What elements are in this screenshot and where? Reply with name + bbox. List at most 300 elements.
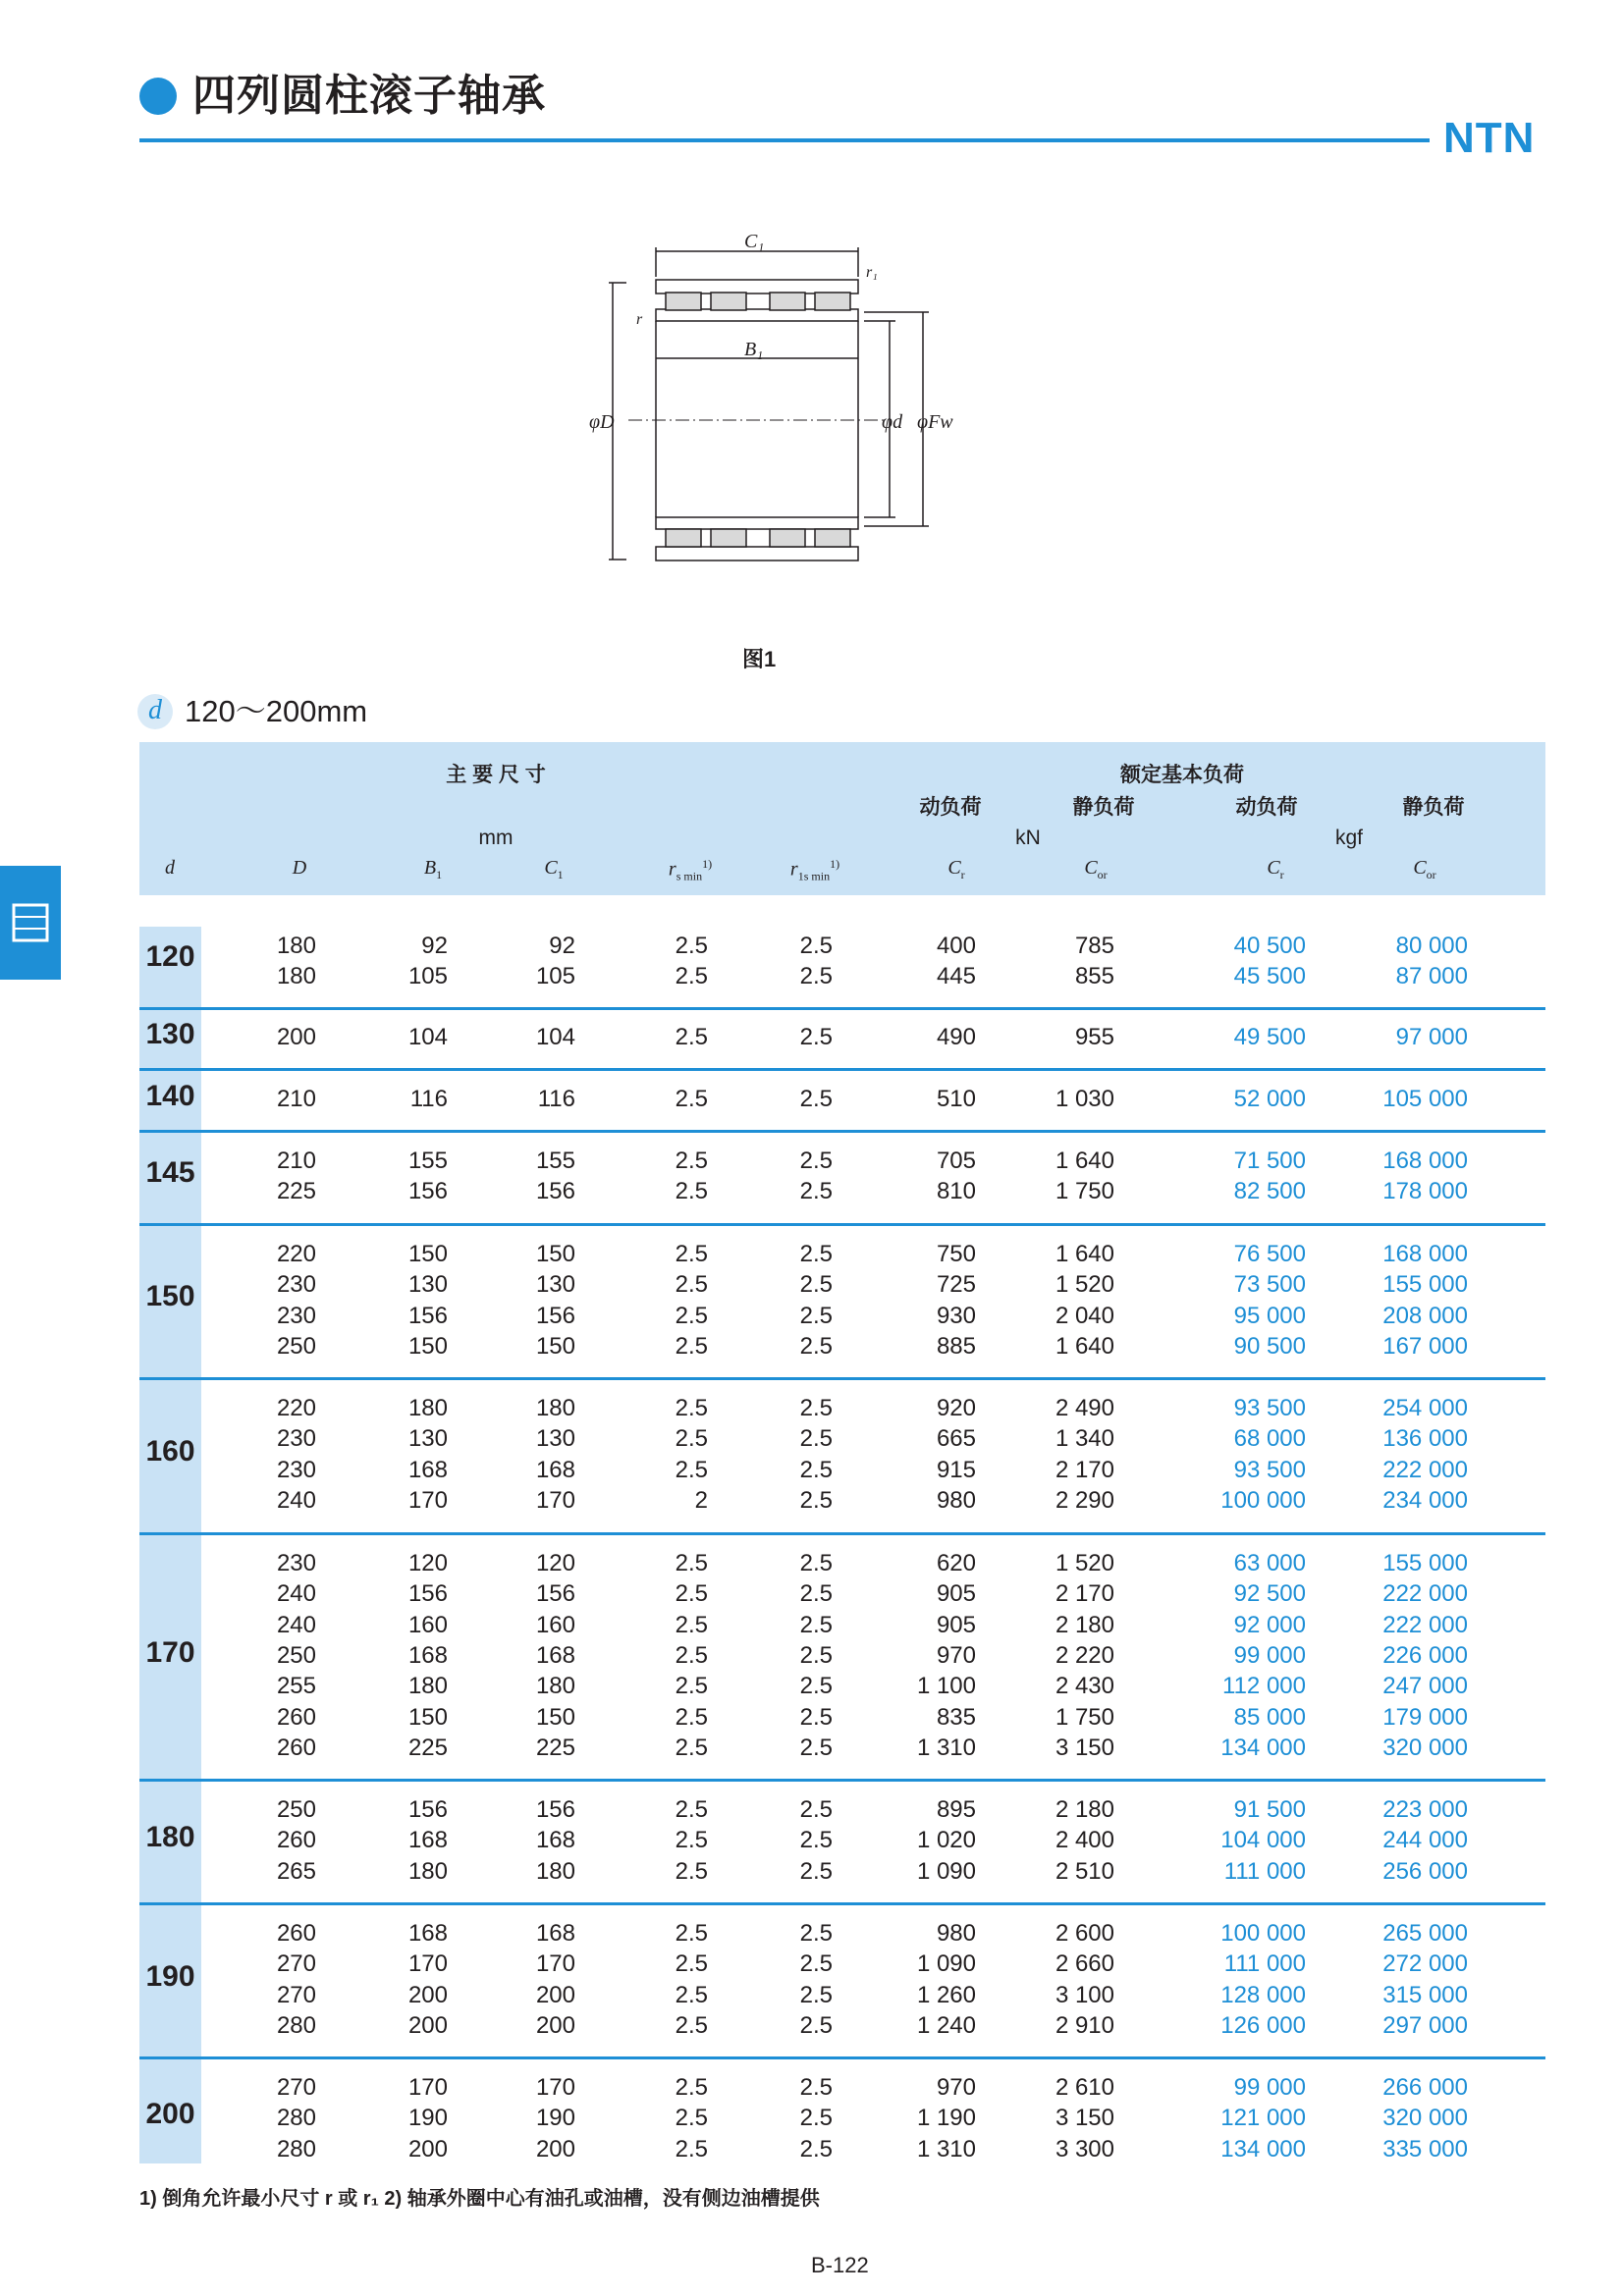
cell-c1: 200: [535, 1981, 575, 2008]
cell-b1: 170: [407, 2074, 448, 2101]
cell-rs-min: 2.5: [675, 1086, 708, 1112]
label-phi-d: φd: [882, 411, 903, 433]
cell-cr-kn: 970: [936, 2074, 976, 2101]
group-separator: [139, 2056, 1545, 2059]
cell-cor-kgf: 168 000: [1382, 1241, 1468, 1267]
cell-rs-min: 2.5: [675, 1796, 708, 1823]
cell-rs-min: 2.5: [675, 1827, 708, 1854]
cell-b1: 168: [407, 1456, 448, 1483]
cell-cr-kgf: 93 500: [1233, 1456, 1306, 1483]
cell-cor-kn: 1 640: [1055, 1241, 1114, 1267]
cell-cor-kgf: 136 000: [1382, 1425, 1468, 1453]
cell-cor-kgf: 266 000: [1382, 2074, 1468, 2101]
cell-r1s-min: 2.5: [799, 1734, 833, 1761]
cell-outer-diameter: 200: [276, 1024, 316, 1050]
col-header-cor-kgf: $C_{or}$: [1413, 857, 1436, 881]
cell-cor-kgf: 80 000: [1395, 933, 1468, 959]
cell-cr-kgf: 99 000: [1233, 2074, 1306, 2101]
cell-rs-min: 2: [694, 1486, 708, 1514]
cell-rs-min: 2.5: [675, 1950, 708, 1978]
cell-b1: 160: [407, 1611, 448, 1638]
cell-cor-kn: 2 600: [1055, 1920, 1114, 1947]
cell-r1s-min: 2.5: [799, 1271, 833, 1299]
cell-cor-kgf: 234 000: [1382, 1486, 1468, 1514]
cell-c1: 156: [535, 1178, 575, 1205]
cell-c1: 130: [535, 1271, 575, 1299]
cell-cor-kn: 2 400: [1055, 1827, 1114, 1854]
cell-rs-min: 2.5: [675, 1981, 708, 2008]
cell-r1s-min: 2.5: [799, 1332, 833, 1360]
cell-cor-kn: 2 490: [1055, 1395, 1114, 1421]
cell-b1: 104: [407, 1024, 448, 1050]
cell-b1: 156: [407, 1302, 448, 1329]
group-bore-d: 190: [145, 1960, 195, 1993]
cell-cr-kgf: 52 000: [1233, 1086, 1306, 1112]
label-phi-fw: φFw: [917, 411, 953, 433]
section-side-tab: [0, 866, 61, 980]
cell-cr-kgf: 49 500: [1233, 1024, 1306, 1050]
cell-cr-kgf: 134 000: [1220, 2135, 1306, 2163]
cell-outer-diameter: 250: [276, 1641, 316, 1669]
cell-cor-kn: 955: [1074, 1024, 1114, 1050]
cell-cor-kgf: 179 000: [1382, 1703, 1468, 1731]
cell-cr-kn: 980: [936, 1486, 976, 1514]
cell-cor-kgf: 297 000: [1382, 2011, 1468, 2039]
cell-outer-diameter: 260: [276, 1734, 316, 1761]
unit-mm: mm: [478, 827, 514, 849]
cell-rs-min: 2.5: [675, 1271, 708, 1299]
cell-cor-kn: 2 170: [1055, 1580, 1114, 1608]
cell-cr-kgf: 63 000: [1233, 1550, 1306, 1576]
cell-b1: 180: [407, 1857, 448, 1885]
cell-b1: 156: [407, 1580, 448, 1608]
cell-c1: 180: [535, 1673, 575, 1700]
cell-rs-min: 2.5: [675, 1641, 708, 1669]
cell-rs-min: 2.5: [675, 2074, 708, 2101]
cell-c1: 156: [535, 1796, 575, 1823]
cell-b1: 120: [407, 1550, 448, 1576]
header-basic-load-ratings: 额定基本负荷: [1120, 764, 1244, 786]
group-bore-d: 120: [145, 940, 195, 973]
cell-outer-diameter: 240: [276, 1611, 316, 1638]
col-header-cor-kn: $C_{or}$: [1084, 857, 1108, 881]
cell-c1: 168: [535, 1456, 575, 1483]
cell-c1: 170: [535, 2074, 575, 2101]
cell-cr-kn: 970: [936, 1641, 976, 1669]
cell-outer-diameter: 180: [276, 963, 316, 990]
cell-c1: 105: [535, 963, 575, 990]
cell-cr-kgf: 128 000: [1220, 1981, 1306, 2008]
cell-cr-kn: 620: [936, 1550, 976, 1576]
group-bore-d: 145: [145, 1156, 195, 1189]
cell-r1s-min: 2.5: [799, 1550, 833, 1576]
cell-cr-kgf: 82 500: [1233, 1178, 1306, 1205]
cell-c1: 130: [535, 1425, 575, 1453]
cell-b1: 168: [407, 1641, 448, 1669]
cell-c1: 190: [535, 2105, 575, 2132]
cell-cr-kgf: 121 000: [1220, 2105, 1306, 2132]
cell-cor-kgf: 272 000: [1382, 1950, 1468, 1978]
cell-rs-min: 2.5: [675, 1734, 708, 1761]
cell-outer-diameter: 230: [276, 1271, 316, 1299]
cell-cr-kn: 1 240: [916, 2011, 976, 2039]
cell-cor-kgf: 335 000: [1382, 2135, 1468, 2163]
cell-cr-kn: 1 100: [916, 1673, 976, 1700]
group-bore-d: 180: [145, 1821, 195, 1853]
cell-r1s-min: 2.5: [799, 1241, 833, 1267]
cell-cor-kgf: 97 000: [1395, 1024, 1468, 1050]
cell-cor-kn: 1 340: [1055, 1425, 1114, 1453]
cell-b1: 150: [407, 1332, 448, 1360]
cell-rs-min: 2.5: [675, 933, 708, 959]
cell-cr-kgf: 134 000: [1220, 1734, 1306, 1761]
cell-cor-kn: 2 180: [1055, 1611, 1114, 1638]
col-header-c1: $C_1$: [544, 857, 564, 881]
cell-cr-kn: 1 090: [916, 1857, 976, 1885]
col-header-r1s-min: $r_{1s min}^{1)}$: [789, 857, 840, 883]
cell-cr-kgf: 40 500: [1233, 933, 1306, 959]
cell-cr-kn: 885: [936, 1332, 976, 1360]
cell-cr-kgf: 95 000: [1233, 1302, 1306, 1329]
cell-b1: 92: [421, 933, 448, 959]
cell-cor-kgf: 265 000: [1382, 1920, 1468, 1947]
group-bore-d: 130: [145, 1018, 195, 1050]
cell-outer-diameter: 225: [276, 1178, 316, 1205]
cell-cor-kgf: 222 000: [1382, 1611, 1468, 1638]
cell-r1s-min: 2.5: [799, 1086, 833, 1112]
group-separator: [139, 1130, 1545, 1133]
cell-cor-kgf: 223 000: [1382, 1796, 1468, 1823]
cell-outer-diameter: 265: [276, 1857, 316, 1885]
cell-r1s-min: 2.5: [799, 2011, 833, 2039]
cell-cr-kgf: 85 000: [1233, 1703, 1306, 1731]
cell-cor-kn: 1 030: [1055, 1086, 1114, 1112]
cell-outer-diameter: 210: [276, 1148, 316, 1174]
cell-outer-diameter: 230: [276, 1550, 316, 1576]
cell-cr-kgf: 92 000: [1233, 1611, 1306, 1638]
cell-cr-kn: 915: [936, 1456, 976, 1483]
label-b1: B₁: [744, 339, 764, 360]
cell-b1: 200: [407, 1981, 448, 2008]
cell-cr-kn: 400: [936, 933, 976, 959]
header-dynamic-kgf: 动负荷: [1235, 796, 1298, 819]
figure-caption: 图1: [742, 647, 777, 671]
cell-r1s-min: 2.5: [799, 1611, 833, 1638]
cell-rs-min: 2.5: [675, 1241, 708, 1267]
cell-cr-kn: 1 020: [916, 1827, 976, 1854]
cell-cor-kgf: 155 000: [1382, 1550, 1468, 1576]
title-bullet-icon: [139, 78, 177, 115]
cell-outer-diameter: 270: [276, 2074, 316, 2101]
cell-cor-kn: 2 170: [1055, 1456, 1114, 1483]
brand-logo: NTN: [1443, 114, 1536, 162]
cell-cor-kgf: 222 000: [1382, 1580, 1468, 1608]
cell-rs-min: 2.5: [675, 2011, 708, 2039]
cell-cr-kgf: 68 000: [1233, 1425, 1306, 1453]
cell-cor-kn: 2 610: [1055, 2074, 1114, 2101]
cell-b1: 105: [407, 963, 448, 990]
cell-cr-kgf: 45 500: [1233, 963, 1306, 990]
cell-cor-kn: 855: [1074, 963, 1114, 990]
cell-outer-diameter: 280: [276, 2135, 316, 2163]
group-bore-d: 160: [145, 1435, 195, 1468]
cell-outer-diameter: 220: [276, 1395, 316, 1421]
cell-cr-kn: 905: [936, 1580, 976, 1608]
cell-r1s-min: 2.5: [799, 1148, 833, 1174]
col-header-b1: $B_1$: [423, 857, 443, 881]
cell-cr-kgf: 91 500: [1233, 1796, 1306, 1823]
label-r: r: [636, 311, 643, 328]
cell-rs-min: 2.5: [675, 1550, 708, 1576]
cell-cor-kn: 2 290: [1055, 1486, 1114, 1514]
col-header-cr-kgf: $C_r$: [1267, 857, 1284, 881]
cell-b1: 200: [407, 2135, 448, 2163]
cell-outer-diameter: 280: [276, 2105, 316, 2132]
cell-rs-min: 2.5: [675, 2105, 708, 2132]
cell-rs-min: 2.5: [675, 1456, 708, 1483]
cell-outer-diameter: 180: [276, 933, 316, 959]
cell-r1s-min: 2.5: [799, 1580, 833, 1608]
cell-outer-diameter: 270: [276, 1950, 316, 1978]
cell-c1: 168: [535, 1920, 575, 1947]
cell-r1s-min: 2.5: [799, 1024, 833, 1050]
label-c1: C₁: [744, 231, 765, 252]
cell-cor-kn: 1 640: [1055, 1332, 1114, 1360]
cell-cr-kgf: 100 000: [1220, 1486, 1306, 1514]
cell-cor-kgf: 244 000: [1382, 1827, 1468, 1854]
cell-outer-diameter: 210: [276, 1086, 316, 1112]
cell-b1: 155: [407, 1148, 448, 1174]
col-header-cr-kn: $C_r$: [947, 857, 965, 881]
cell-b1: 200: [407, 2011, 448, 2039]
cell-rs-min: 2.5: [675, 1425, 708, 1453]
cell-outer-diameter: 280: [276, 2011, 316, 2039]
cell-b1: 180: [407, 1395, 448, 1421]
group-separator: [139, 1377, 1545, 1380]
cell-cr-kn: 725: [936, 1271, 976, 1299]
group-bore-d: 200: [145, 2098, 195, 2130]
group-separator: [139, 1902, 1545, 1905]
cell-cor-kn: 2 430: [1055, 1673, 1114, 1700]
cell-cor-kgf: 167 000: [1382, 1332, 1468, 1360]
bearing-section-icon: [0, 866, 61, 980]
group-separator: [139, 1532, 1545, 1535]
cell-r1s-min: 2.5: [799, 963, 833, 990]
bearing-diagram: [589, 226, 982, 569]
cell-cr-kgf: 126 000: [1220, 2011, 1306, 2039]
cell-cor-kgf: 178 000: [1382, 1178, 1468, 1205]
cell-rs-min: 2.5: [675, 1857, 708, 1885]
cell-cr-kgf: 73 500: [1233, 1271, 1306, 1299]
page-title: 四列圆柱滚子轴承: [192, 72, 546, 120]
cell-r1s-min: 2.5: [799, 1486, 833, 1514]
cell-b1: 156: [407, 1796, 448, 1823]
range-symbol-badge: d: [137, 694, 173, 729]
cell-cor-kgf: 222 000: [1382, 1456, 1468, 1483]
cell-c1: 168: [535, 1641, 575, 1669]
cell-rs-min: 2.5: [675, 1395, 708, 1421]
cell-c1: 156: [535, 1580, 575, 1608]
header-dynamic-kn: 动负荷: [919, 796, 982, 819]
cell-c1: 180: [535, 1857, 575, 1885]
cell-b1: 168: [407, 1920, 448, 1947]
cell-b1: 225: [407, 1734, 448, 1761]
cell-b1: 156: [407, 1178, 448, 1205]
cell-b1: 150: [407, 1703, 448, 1731]
cell-rs-min: 2.5: [675, 1178, 708, 1205]
cell-outer-diameter: 250: [276, 1332, 316, 1360]
table-header: [139, 742, 1545, 895]
cell-cor-kn: 2 910: [1055, 2011, 1114, 2039]
cell-cr-kn: 1 090: [916, 1950, 976, 1978]
cell-outer-diameter: 250: [276, 1796, 316, 1823]
cell-c1: 116: [537, 1086, 575, 1112]
cell-cr-kn: 835: [936, 1703, 976, 1731]
cell-rs-min: 2.5: [675, 1148, 708, 1174]
cell-c1: 150: [535, 1332, 575, 1360]
cell-cor-kgf: 320 000: [1382, 1734, 1468, 1761]
group-bore-d: 170: [145, 1636, 195, 1669]
cell-cr-kgf: 112 000: [1222, 1673, 1306, 1700]
cell-cor-kn: 1 640: [1055, 1148, 1114, 1174]
cell-cor-kn: 3 150: [1055, 2105, 1114, 2132]
cell-c1: 200: [535, 2135, 575, 2163]
cell-b1: 168: [407, 1827, 448, 1854]
cell-cor-kn: 2 040: [1055, 1302, 1114, 1329]
cell-r1s-min: 2.5: [799, 1641, 833, 1669]
cell-cor-kgf: 315 000: [1382, 1981, 1468, 2008]
cell-cr-kn: 445: [936, 963, 976, 990]
cell-r1s-min: 2.5: [799, 1920, 833, 1947]
unit-kn: kN: [1015, 827, 1041, 849]
cell-rs-min: 2.5: [675, 1673, 708, 1700]
cell-cor-kn: 785: [1074, 933, 1114, 959]
cell-b1: 190: [407, 2105, 448, 2132]
cell-r1s-min: 2.5: [799, 1673, 833, 1700]
cell-r1s-min: 2.5: [799, 1950, 833, 1978]
cell-c1: 170: [535, 1486, 575, 1514]
cell-c1: 104: [535, 1024, 575, 1050]
cell-r1s-min: 2.5: [799, 1425, 833, 1453]
cell-outer-diameter: 230: [276, 1456, 316, 1483]
cell-outer-diameter: 270: [276, 1981, 316, 2008]
cell-b1: 170: [407, 1950, 448, 1978]
cell-cr-kn: 750: [936, 1241, 976, 1267]
cell-cr-kn: 705: [936, 1148, 976, 1174]
unit-kgf: kgf: [1334, 827, 1364, 849]
cell-cr-kn: 1 190: [916, 2105, 976, 2132]
cell-cr-kgf: 92 500: [1233, 1580, 1306, 1608]
cell-r1s-min: 2.5: [799, 1456, 833, 1483]
cell-outer-diameter: 260: [276, 1703, 316, 1731]
cell-c1: 200: [535, 2011, 575, 2039]
cell-c1: 225: [535, 1734, 575, 1761]
col-header-rs-min: $r_{s min}^{1)}$: [668, 857, 713, 883]
group-separator: [139, 1007, 1545, 1010]
cell-rs-min: 2.5: [675, 1332, 708, 1360]
cell-cor-kgf: 256 000: [1382, 1857, 1468, 1885]
range-text: 120～200mm: [185, 694, 368, 728]
cell-cor-kgf: 254 000: [1382, 1395, 1468, 1421]
group-separator: [139, 1779, 1545, 1782]
col-header-outer-d: D: [292, 857, 307, 879]
cell-c1: 180: [535, 1395, 575, 1421]
cell-cor-kgf: 247 000: [1382, 1673, 1468, 1700]
cell-b1: 130: [407, 1271, 448, 1299]
cell-c1: 150: [535, 1703, 575, 1731]
header-main-dimensions: 主 要 尺 寸: [446, 764, 546, 786]
cell-b1: 170: [407, 1486, 448, 1514]
cell-r1s-min: 2.5: [799, 1395, 833, 1421]
cell-outer-diameter: 220: [276, 1241, 316, 1267]
cell-c1: 156: [535, 1302, 575, 1329]
header-static-kn: 静负荷: [1072, 796, 1135, 819]
cell-cor-kgf: 168 000: [1382, 1148, 1468, 1174]
cell-cr-kgf: 111 000: [1223, 1950, 1306, 1978]
label-phi-d-outer: φD: [589, 411, 615, 433]
cell-cr-kgf: 100 000: [1220, 1920, 1306, 1947]
cell-r1s-min: 2.5: [799, 1178, 833, 1205]
cell-rs-min: 2.5: [675, 2135, 708, 2163]
cell-cor-kn: 1 750: [1055, 1178, 1114, 1205]
cell-cor-kn: 1 520: [1055, 1550, 1114, 1576]
label-r1: r₁: [866, 264, 878, 281]
footnote: 1) 倒角允许最小尺寸 r 或 r₁ 2) 轴承外圈中心有油孔或油槽，没有侧边油槽提供: [139, 2188, 820, 2210]
cell-cor-kn: 1 520: [1055, 1271, 1114, 1299]
cell-cor-kn: 3 100: [1055, 1981, 1114, 2008]
cell-c1: 155: [535, 1148, 575, 1174]
cell-r1s-min: 2.5: [799, 1796, 833, 1823]
cell-outer-diameter: 240: [276, 1486, 316, 1514]
cell-cr-kgf: 104 000: [1220, 1827, 1306, 1854]
col-header-d: d: [165, 857, 175, 879]
cell-outer-diameter: 230: [276, 1425, 316, 1453]
cell-cr-kgf: 111 000: [1223, 1857, 1306, 1885]
header-static-kgf: 静负荷: [1402, 796, 1465, 819]
cell-rs-min: 2.5: [675, 1302, 708, 1329]
cell-cor-kn: 3 150: [1055, 1734, 1114, 1761]
cell-cor-kn: 3 300: [1055, 2135, 1114, 2163]
cell-r1s-min: 2.5: [799, 933, 833, 959]
cell-r1s-min: 2.5: [799, 1302, 833, 1329]
cell-outer-diameter: 255: [276, 1673, 316, 1700]
cell-cr-kn: 920: [936, 1395, 976, 1421]
cell-b1: 150: [407, 1241, 448, 1267]
cell-cor-kn: 1 750: [1055, 1703, 1114, 1731]
cell-rs-min: 2.5: [675, 1024, 708, 1050]
cell-rs-min: 2.5: [675, 1920, 708, 1947]
cell-c1: 92: [549, 933, 575, 959]
cell-r1s-min: 2.5: [799, 2135, 833, 2163]
cell-cr-kn: 490: [936, 1024, 976, 1050]
cell-cor-kgf: 226 000: [1382, 1641, 1468, 1669]
cell-c1: 168: [535, 1827, 575, 1854]
cell-b1: 130: [407, 1425, 448, 1453]
cell-cr-kn: 905: [936, 1611, 976, 1638]
cell-r1s-min: 2.5: [799, 1857, 833, 1885]
cell-rs-min: 2.5: [675, 963, 708, 990]
group-bore-d: 150: [145, 1280, 195, 1312]
cell-rs-min: 2.5: [675, 1703, 708, 1731]
cell-cr-kn: 1 310: [916, 2135, 976, 2163]
cell-outer-diameter: 260: [276, 1920, 316, 1947]
cell-r1s-min: 2.5: [799, 2074, 833, 2101]
cell-cr-kn: 1 260: [916, 1981, 976, 2008]
group-separator: [139, 1068, 1545, 1071]
cell-cr-kgf: 71 500: [1233, 1148, 1306, 1174]
cell-cr-kn: 930: [936, 1302, 976, 1329]
cell-cor-kn: 2 180: [1055, 1796, 1114, 1823]
